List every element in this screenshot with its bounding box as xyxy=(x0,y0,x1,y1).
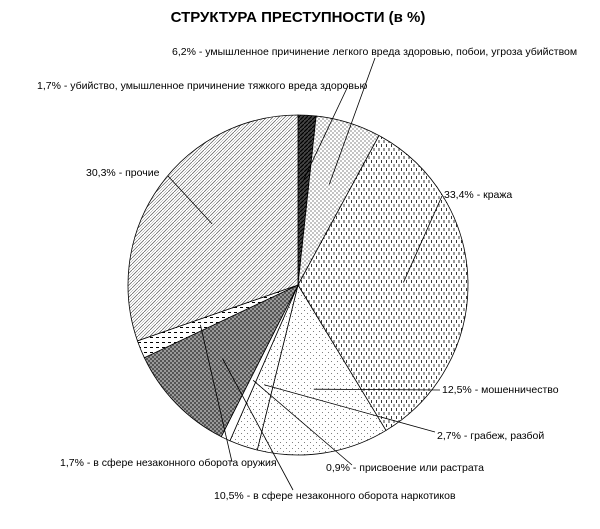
slice-label: 0,9% - присвоение или растрата xyxy=(326,462,484,474)
slice-label: 10,5% - в сфере незаконного оборота наркотиков xyxy=(214,490,456,502)
slice-label: 33,4% - кража xyxy=(444,189,513,201)
slice-label: 30,3% - прочие xyxy=(86,167,160,179)
slice-label: 12,5% - мошенничество xyxy=(442,384,559,396)
slices-layer xyxy=(128,115,468,455)
slice-label: 2,7% - грабеж, разбой xyxy=(437,430,545,442)
chart-title: СТРУКТУРА ПРЕСТУПНОСТИ (в %) xyxy=(170,9,426,26)
slice-label: 1,7% - в сфере незаконного оборота оружия xyxy=(60,457,277,469)
slice-label: 6,2% - умышленное причинение легкого вреда здоровью, побои, угроза убийством xyxy=(172,46,578,58)
slice-label: 1,7% - убийство, умышленное причинение тяжкого вреда здоровью xyxy=(37,80,368,92)
